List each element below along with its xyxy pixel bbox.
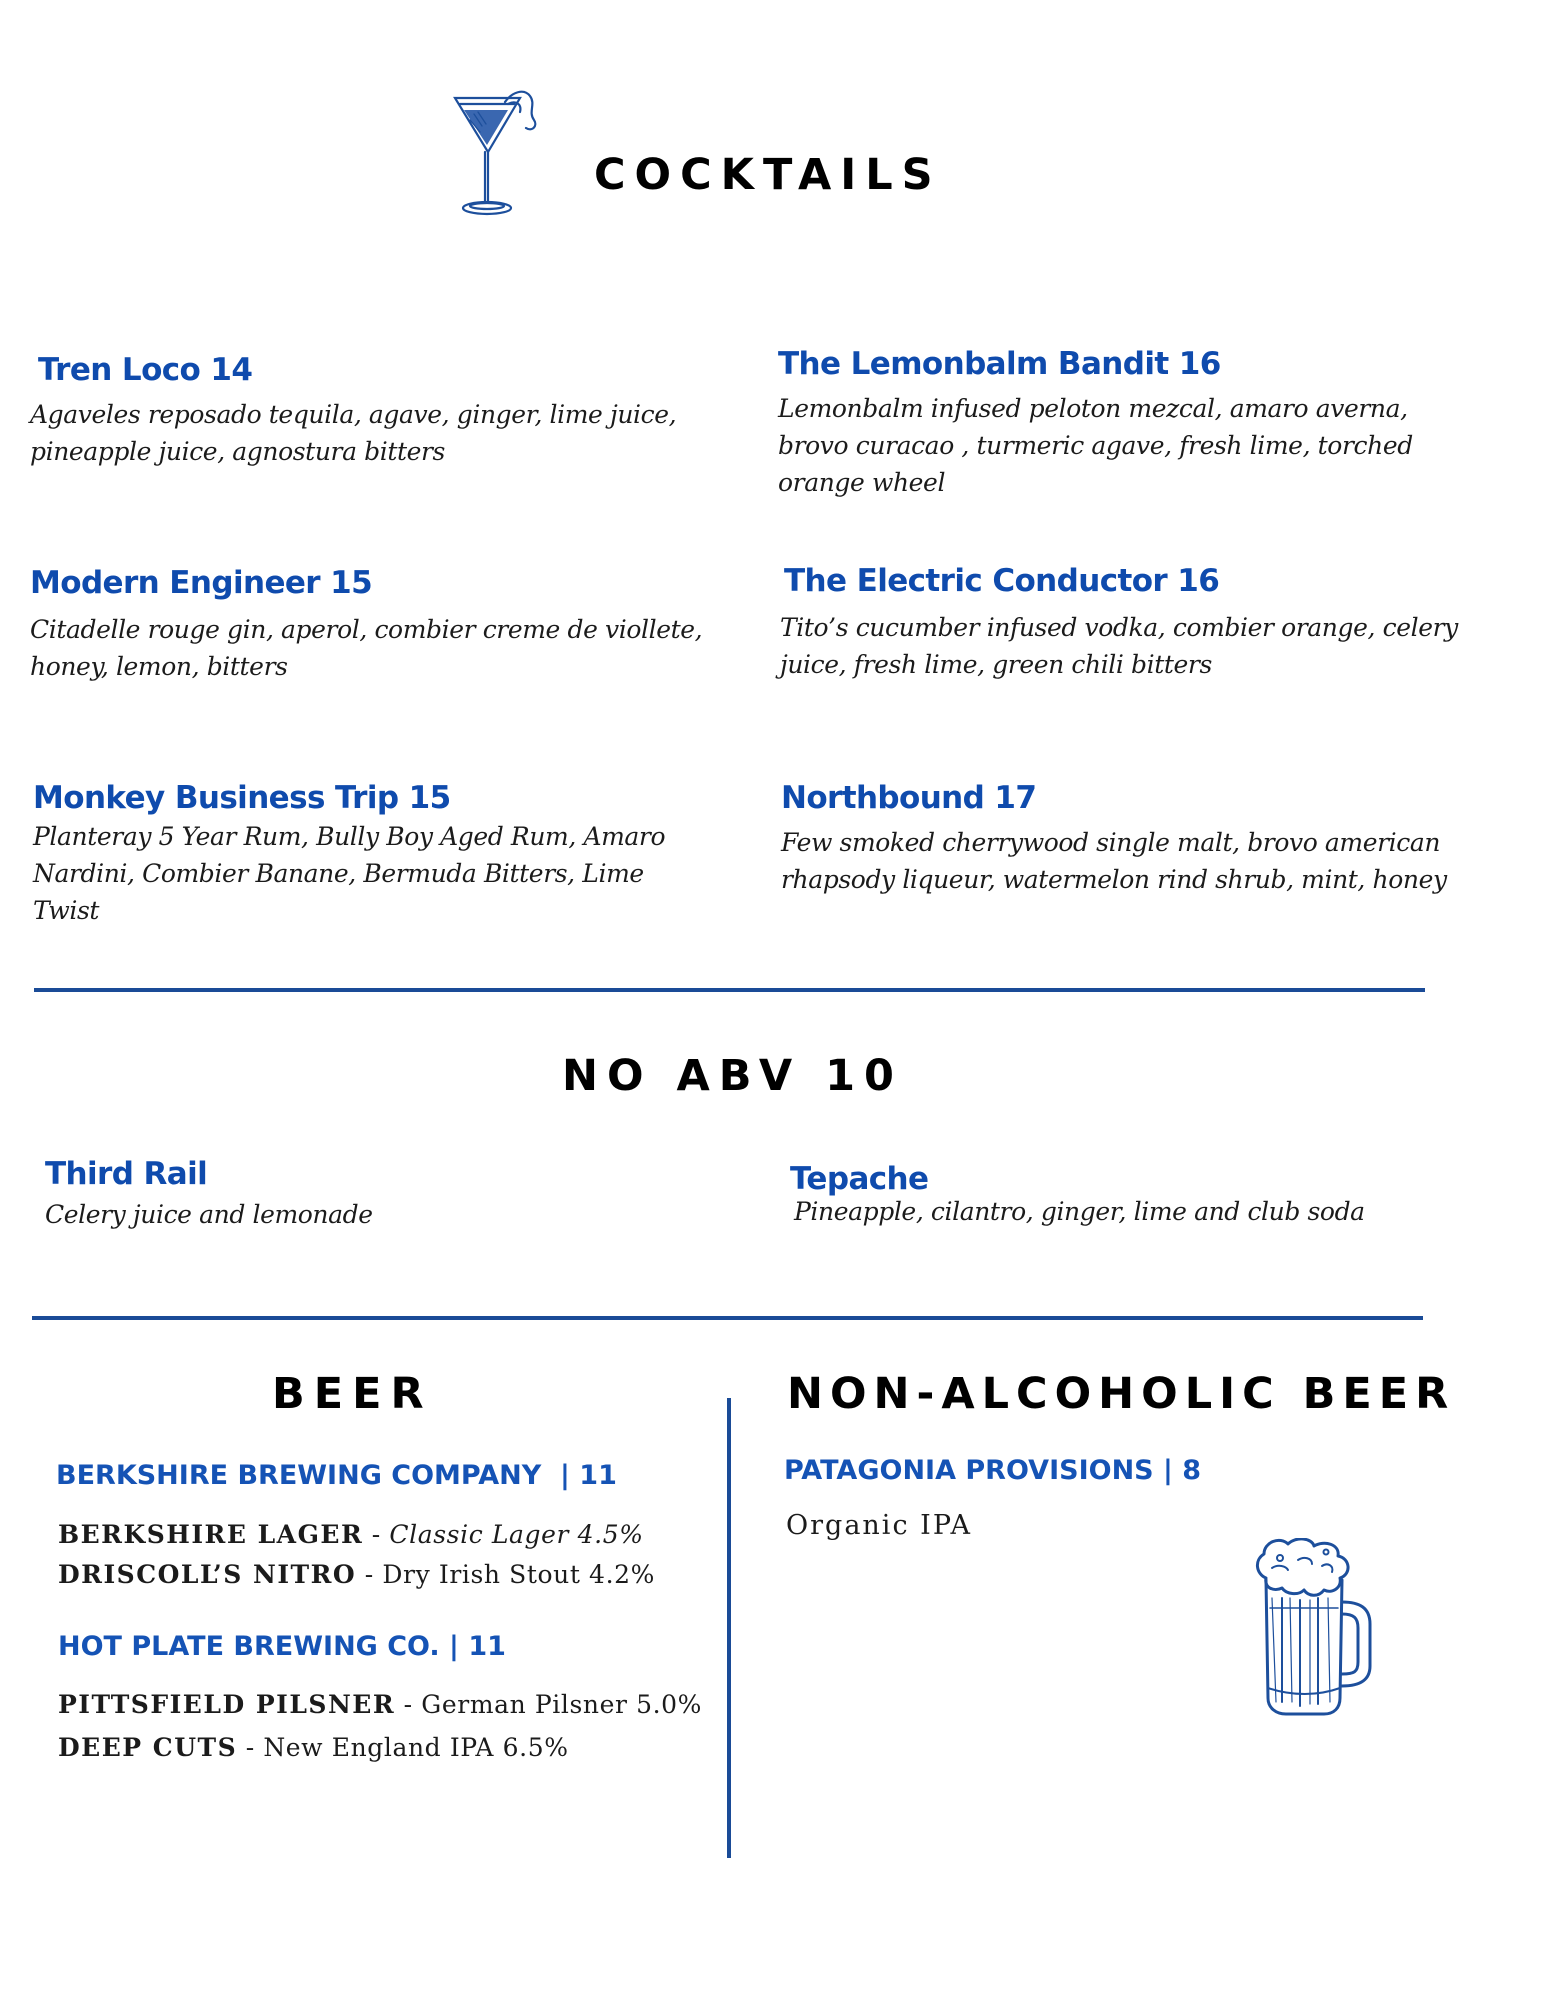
cocktail-item [30,565,720,685]
beer-style: Dry Irish Stout 4.2% [382,1560,655,1589]
cocktail-name: Northbound 17 [781,780,1037,816]
beer-title: BEER [272,1369,433,1419]
beer-style: New England IPA 6.5% [263,1733,569,1762]
beer-separator: - [395,1690,422,1719]
cocktail-description: Agaveles reposado tequila, agave, ginger, lime juice, pineapple juice, agnostura bitters [30,400,677,466]
beer-separator: - [356,1560,383,1589]
beer-separator: - [237,1733,264,1762]
beer-name: DRISCOLL’S NITRO [58,1560,357,1589]
martini-glass-icon [450,90,545,225]
cocktail-name: Modern Engineer 15 [30,565,373,601]
beer-name: PITTSFIELD PILSNER [58,1690,396,1719]
beer-description: Organic IPA [786,1510,973,1541]
beer-row [58,1690,702,1719]
cocktail-description: Planteray 5 Year Rum, Bully Boy Aged Rum, Amaro Nardini, Combier Banane, Bermuda Bitters, Lime Twist [33,822,666,925]
cocktail-item [780,563,1484,683]
beer-name: DEEP CUTS [58,1733,238,1762]
beer-style: German Pilsner 5.0% [421,1690,703,1719]
no-abv-item [790,1161,1480,1230]
beer-separator: - [363,1520,390,1549]
brewery-name: HOT PLATE BREWING CO. | 11 [58,1631,506,1662]
cocktail-item [30,352,718,470]
no-abv-item [45,1156,685,1233]
beer-name: BERKSHIRE LAGER [58,1520,364,1549]
beer-row [58,1520,644,1549]
divider [32,1316,1423,1320]
cocktail-description: Few smoked cherrywood single malt, brovo american rhapsody liqueur, watermelon rind shrub, mint, honey [781,828,1447,894]
cocktail-description: Tito’s cucumber infused vodka, combier orange, celery juice, fresh lime, green chili bitters [780,613,1458,679]
beer-row [58,1733,569,1762]
drink-name: Tepache [790,1161,929,1197]
non-alcoholic-beer-title: NON-ALCOHOLIC BEER [787,1369,1456,1419]
cocktail-item [33,780,713,929]
cocktail-name: Tren Loco 14 [38,352,253,388]
cocktail-item [781,780,1481,898]
drink-description: Celery juice and lemonade [45,1200,373,1229]
drink-name: Third Rail [45,1156,208,1192]
cocktail-name: The Lemonbalm Bandit 16 [778,346,1221,382]
cocktail-name: Monkey Business Trip 15 [33,780,451,816]
brewery-name: PATAGONIA PROVISIONS | 8 [784,1455,1202,1486]
column-divider [727,1398,731,1858]
cocktail-name: The Electric Conductor 16 [784,563,1220,599]
beer-row [58,1560,655,1589]
cocktail-description: Lemonbalm infused peloton mezcal, amaro averna, brovo curacao , turmeric agave, fresh lime, torched orange wheel [778,394,1413,497]
brewery-name: BERKSHIRE BREWING COMPANY | 11 [56,1460,617,1491]
divider [34,988,1425,992]
beer-mug-icon [1252,1538,1382,1728]
drink-description: Pineapple, cilantro, ginger, lime and club soda [794,1197,1365,1226]
cocktail-item [778,346,1478,501]
no-abv-title: NO ABV 10 [562,1051,903,1101]
cocktail-description: Citadelle rouge gin, aperol, combier creme de viollete, honey, lemon, bitters [30,615,703,681]
cocktails-title: COCKTAILS [594,150,942,200]
beer-style: Classic Lager 4.5% [389,1520,644,1549]
